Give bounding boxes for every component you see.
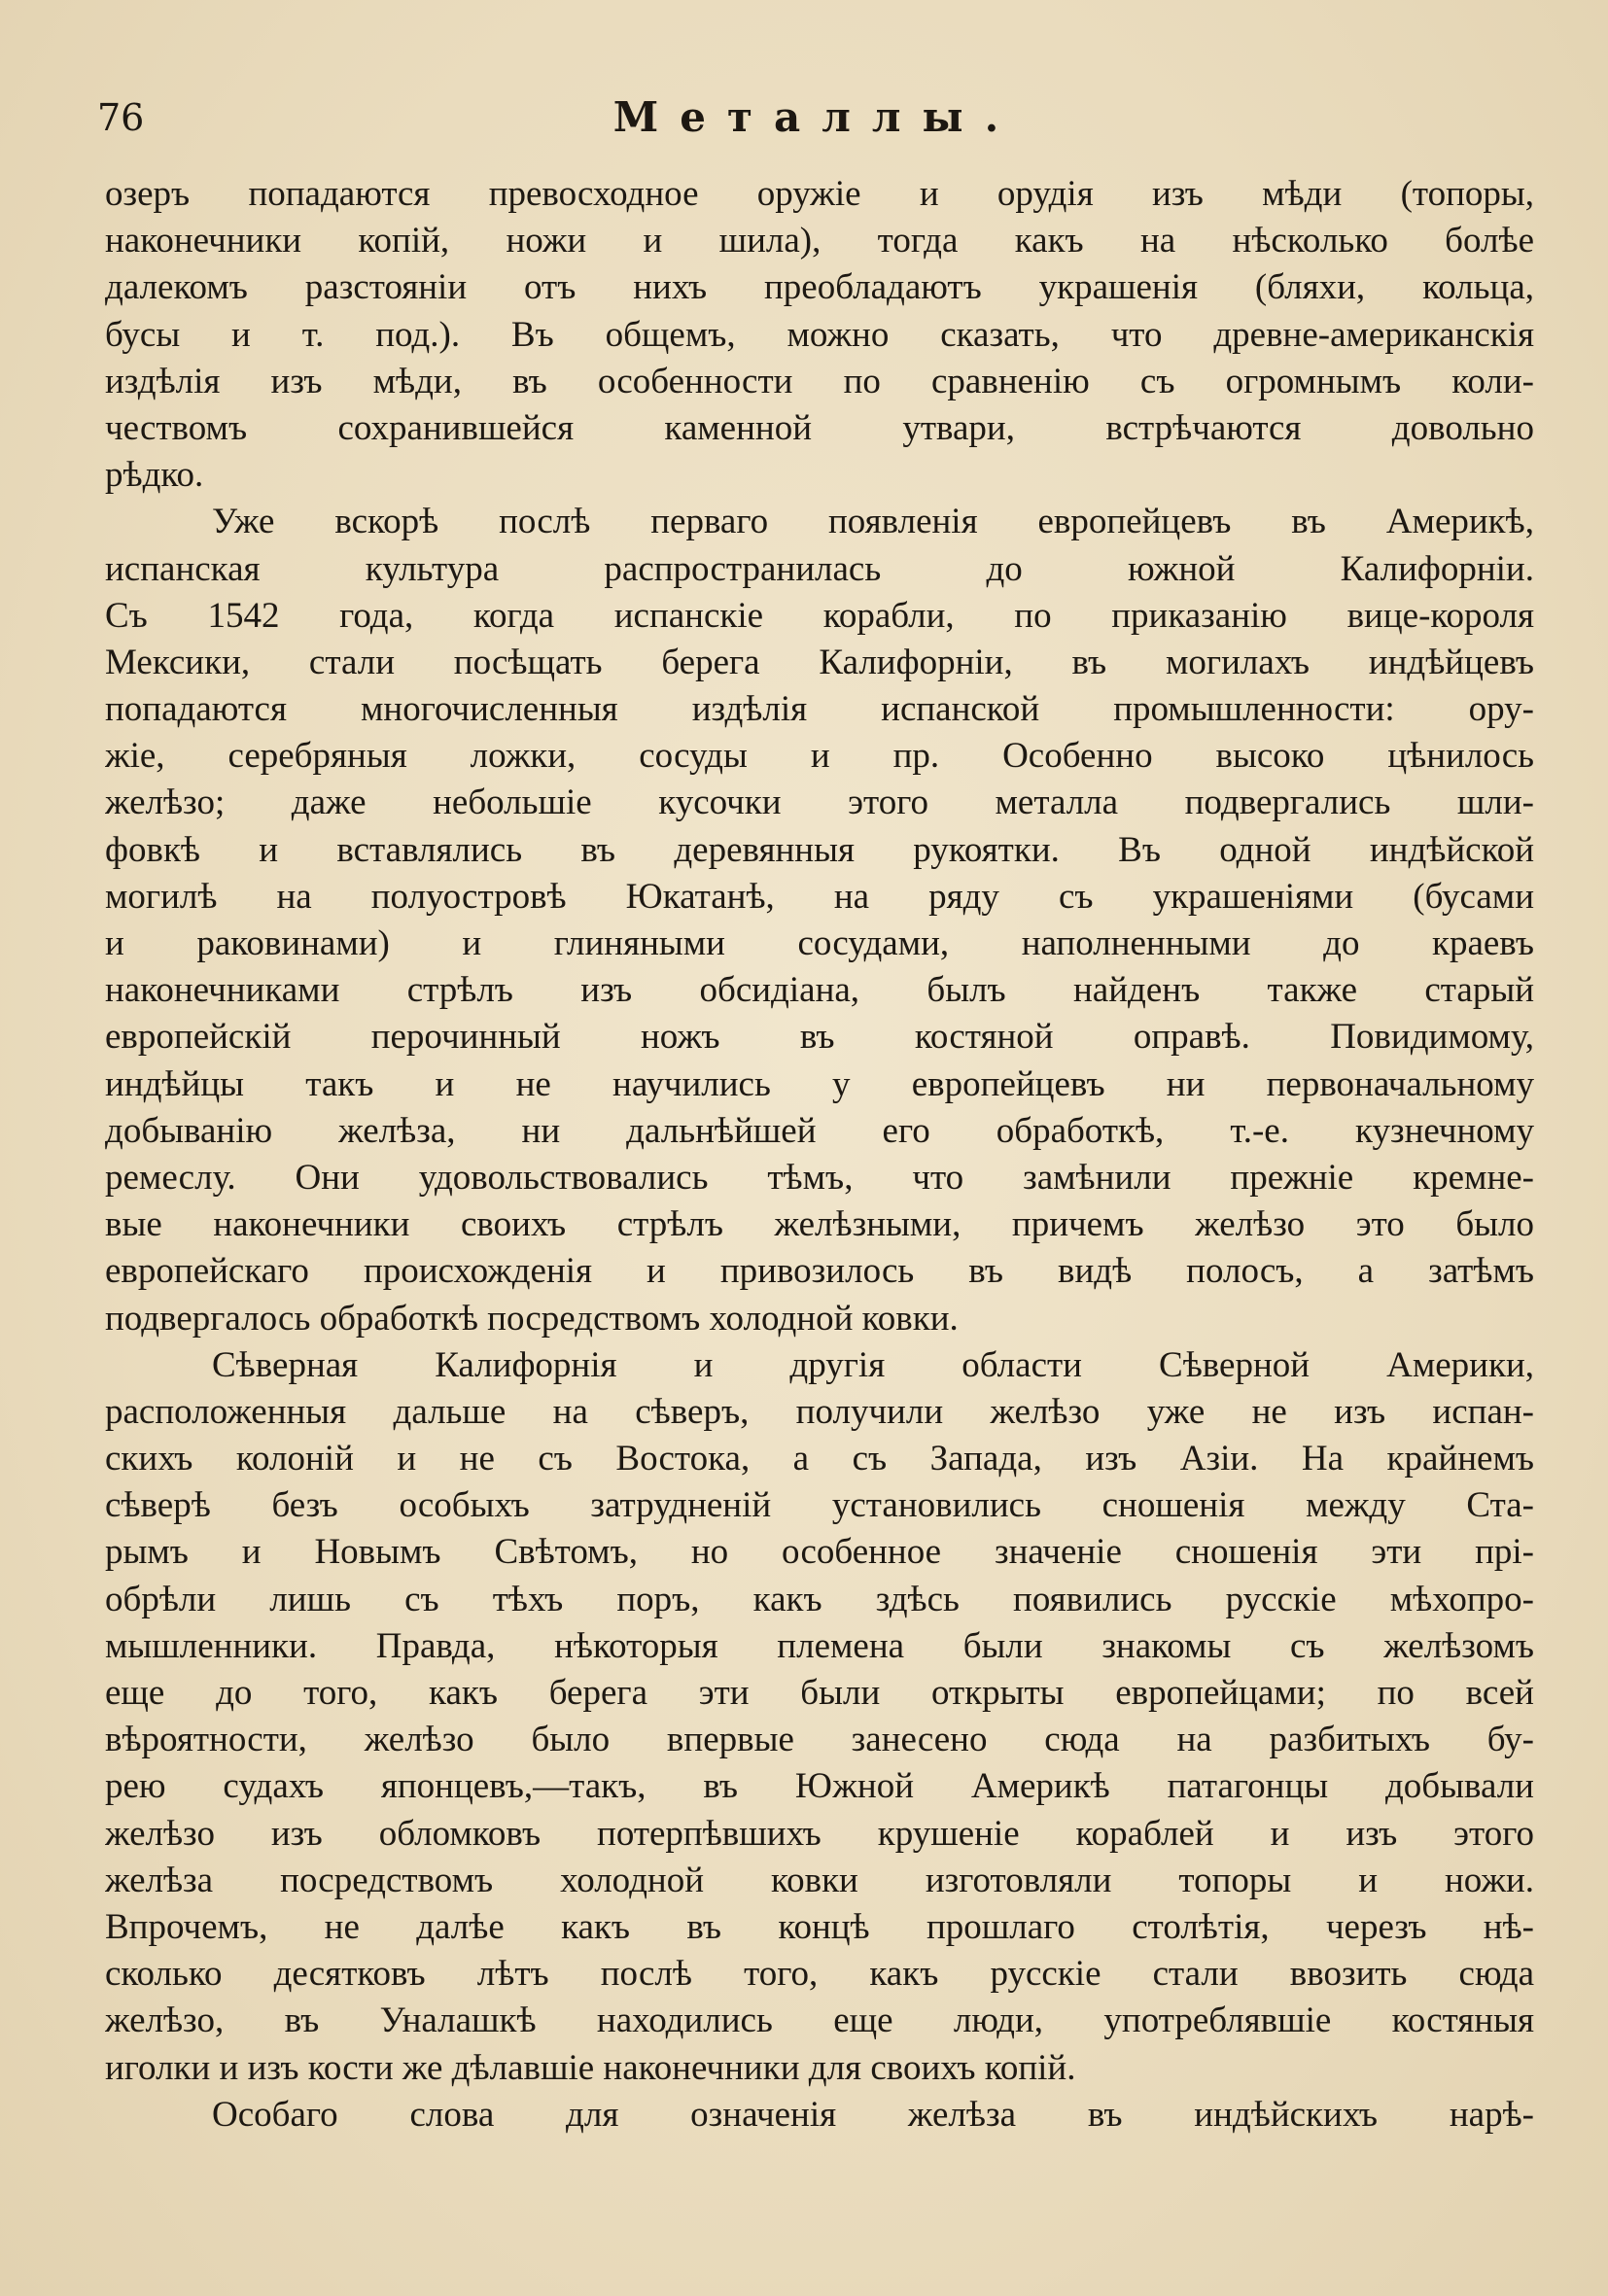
text-line: и раковинами) и глиняными сосудами, наполненными до краевъ <box>105 923 1534 963</box>
text-line: европейскій перочинный ножъ въ костяной оправѣ. Повидимому, <box>105 1017 1534 1058</box>
text-line: еще до того, какъ берега эти были открыты европейцами; по всей <box>105 1673 1534 1713</box>
text-line: Мексики, стали посѣщать берега Калифорніи, въ могилахъ индѣйцевъ <box>105 642 1534 682</box>
text-line: желѣза посредствомъ холодной ковки изготовляли топоры и ножи. <box>105 1860 1534 1900</box>
text-line: бусы и т. под.). Въ общемъ, можно сказать, что древне-американскія <box>105 314 1534 355</box>
text-line: вые наконечники своихъ стрѣлъ желѣзными, причемъ желѣзо это было <box>105 1204 1534 1245</box>
text-line: Съ 1542 года, когда испанскіе корабли, по приказанію вице-короля <box>105 595 1534 636</box>
text-line: могилѣ на полуостровѣ Юкатанѣ, на ряду съ украшеніями (бусами <box>105 876 1534 917</box>
body-text <box>105 171 1534 2139</box>
text-line: сѣверѣ безъ особыхъ затрудненій установились сношенія между Ста- <box>105 1485 1534 1526</box>
running-title: Металлы. <box>612 93 1021 141</box>
text-line: желѣзо изъ обломковъ потерпѣвшихъ крушеніе кораблей и изъ этого <box>105 1813 1534 1854</box>
text-line: Впрочемъ, не далѣе какъ въ концѣ прошлаго столѣтія, черезъ нѣ- <box>105 1906 1534 1947</box>
text-line: озеръ попадаются превосходное оружіе и орудія изъ мѣди (топоры, <box>105 174 1534 214</box>
text-line: испанская культура распространилась до южной Калифорніи. <box>105 548 1534 589</box>
text-line: Уже вскорѣ послѣ перваго появленія европейцевъ въ Америкѣ, <box>212 502 1534 542</box>
page-header <box>97 93 1536 152</box>
text-line: попадаются многочисленныя издѣлія испанской промышленности: ору- <box>105 689 1534 730</box>
text-line: индѣйцы такъ и не научились у европейцевъ ни первоначальному <box>105 1063 1534 1104</box>
text-line: иголки и изъ кости же дѣлавшіе наконечники для своихъ копій. <box>105 2047 1076 2088</box>
text-line: рѣдко. <box>105 455 204 496</box>
text-line: рею судахъ японцевъ,—такъ, въ Южной Америкѣ патагонцы добывали <box>105 1766 1534 1807</box>
page-number: 76 <box>97 96 145 139</box>
text-line: фовкѣ и вставлялись въ деревянныя рукоятки. Въ одной индѣйской <box>105 829 1534 870</box>
text-line: сколько десятковъ лѣтъ послѣ того, какъ русскіе стали ввозить сюда <box>105 1954 1534 1995</box>
text-line: обрѣли лишь съ тѣхъ поръ, какъ здѣсь появились русскіе мѣхопро- <box>105 1579 1534 1619</box>
text-line: Сѣверная Калифорнія и другія области Сѣверной Америки, <box>212 1344 1534 1385</box>
text-line: европейскаго происхожденія и привозилось въ видѣ полосъ, а затѣмъ <box>105 1251 1534 1292</box>
text-line: расположенныя дальше на сѣверъ, получили желѣзо уже не изъ испан- <box>105 1391 1534 1432</box>
text-line: добыванію желѣза, ни дальнѣйшей его обработкѣ, т.-е. кузнечному <box>105 1110 1534 1151</box>
text-line: скихъ колоній и не съ Востока, а съ Запада, изъ Азіи. На крайнемъ <box>105 1439 1534 1479</box>
text-line: подвергалось обработкѣ посредствомъ холодной ковки. <box>105 1298 959 1339</box>
text-line: наконечники копій, ножи и шила), тогда какъ на нѣсколько болѣе <box>105 221 1534 261</box>
text-line: вѣроятности, желѣзо было впервые занесено сюда на разбитыхъ бу- <box>105 1720 1534 1760</box>
text-line: чествомъ сохранившейся каменной утвари, встрѣчаются довольно <box>105 407 1534 448</box>
text-line: издѣлія изъ мѣди, въ особенности по сравненію съ огромнымъ коли- <box>105 361 1534 401</box>
text-line: наконечниками стрѣлъ изъ обсидіана, былъ найденъ также старый <box>105 970 1534 1011</box>
text-line: рымъ и Новымъ Свѣтомъ, но особенное значеніе сношенія эти прі- <box>105 1532 1534 1573</box>
text-line: желѣзо; даже небольшіе кусочки этого металла подвергались шли- <box>105 783 1534 823</box>
text-line: жіе, серебряныя ложки, сосуды и пр. Особенно высоко цѣнилось <box>105 736 1534 777</box>
text-line: ремеслу. Они удовольствовались тѣмъ, что замѣнили прежніе кремне- <box>105 1157 1534 1198</box>
text-line: желѣзо, въ Уналашкѣ находились еще люди, употреблявшіе костяныя <box>105 2000 1534 2041</box>
text-line: далекомъ разстояніи отъ нихъ преобладаютъ украшенія (бляхи, кольца, <box>105 267 1534 308</box>
text-line: Особаго слова для означенія желѣза въ индѣйскихъ нарѣ- <box>212 2094 1534 2135</box>
text-line: мышленники. Правда, нѣкоторыя племена были знакомы съ желѣзомъ <box>105 1625 1534 1666</box>
